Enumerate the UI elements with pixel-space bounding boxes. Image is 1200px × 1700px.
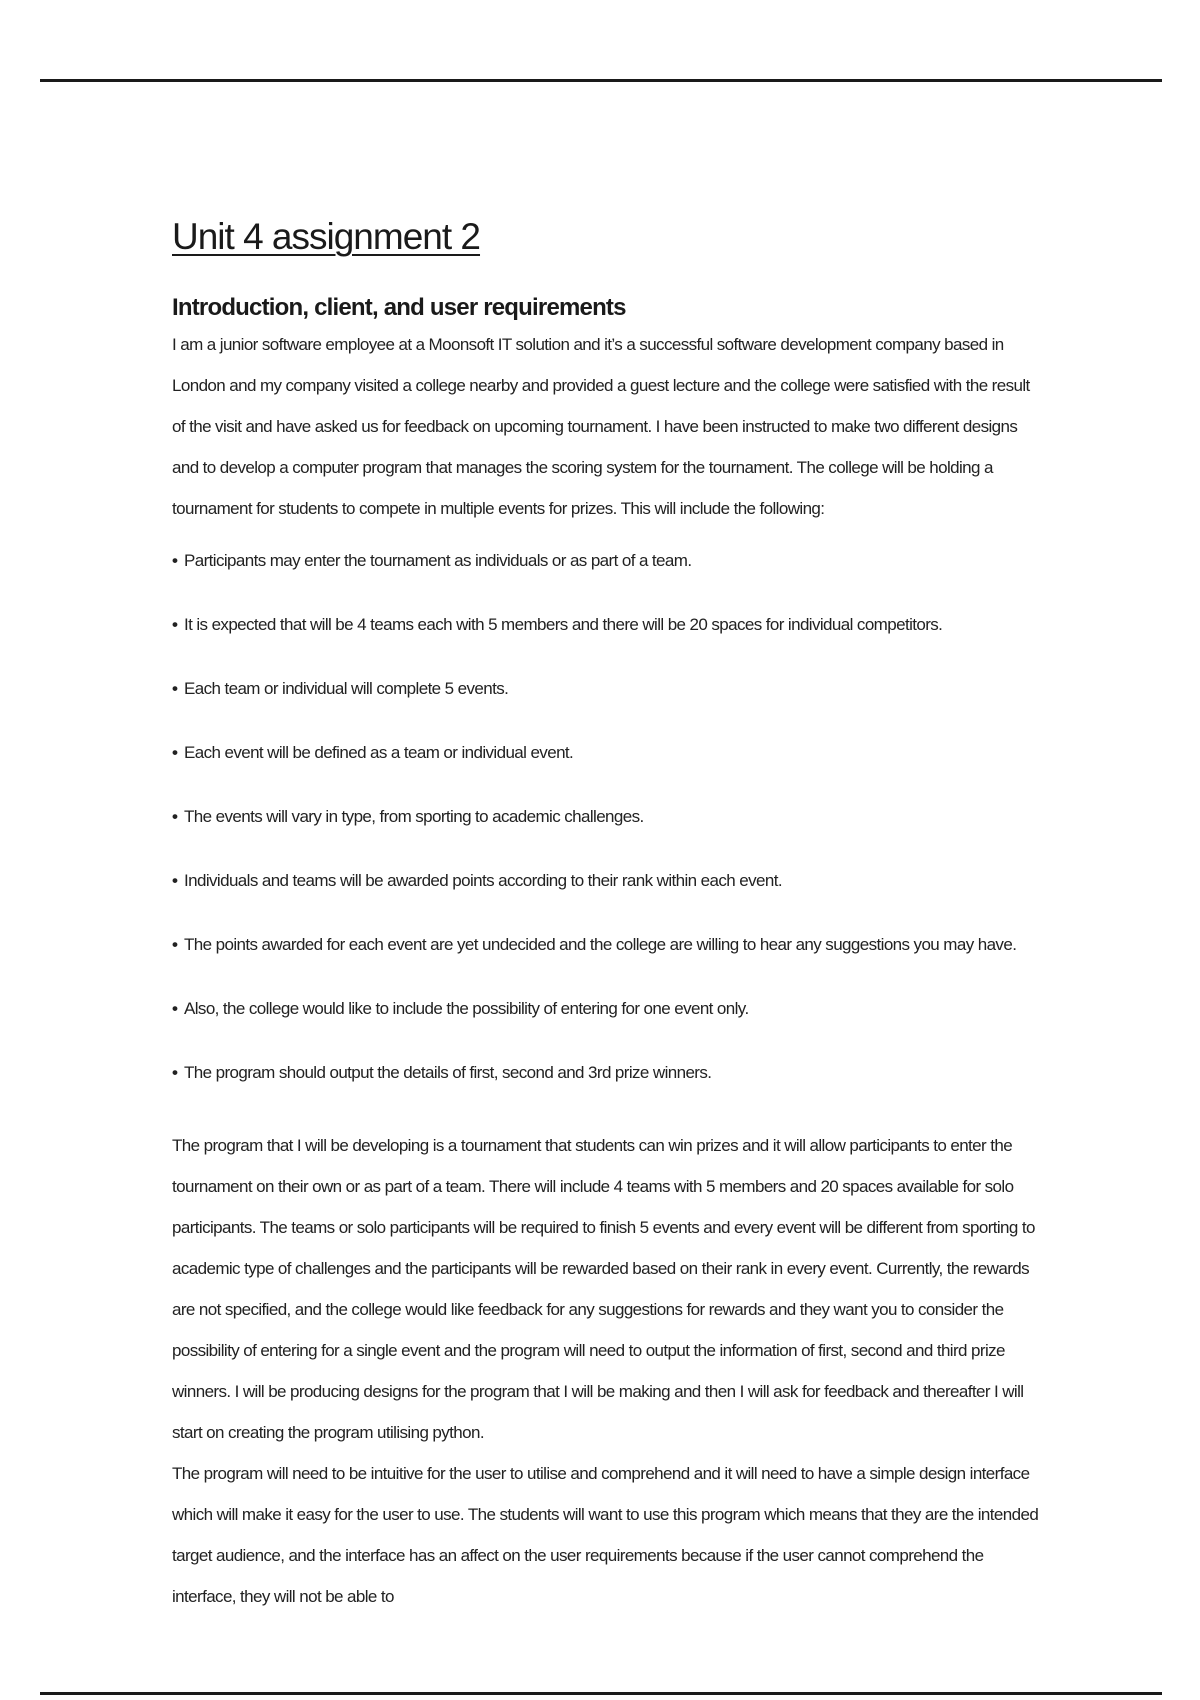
usability-paragraph: The program will need to be intuitive for the user to utilise and comprehend and it will need to have a simple design interface which will make it easy for the user to use. The students will want to use this program which means that they are the intended target audience, and the interface has an affect on the user requirements because if the user cannot comprehend the interface, they will not be able to — [172, 1464, 1039, 1606]
bullet-icon: • — [172, 743, 178, 762]
section-heading: Introduction, client, and user requirements — [172, 294, 626, 321]
program-paragraph: The program that I will be developing is a tournament that students can win prizes and it will allow participants to enter the tournament on their own or as part of a team. There will include 4 teams with 5 members and 20 spaces available for solo participants. The teams or solo participants will be required to finish 5 events and every event will be different from sporting to academic type of challenges and the participants will be rewarded based on their rank in every event. Currently, the rewards are not specified, and the college would like feedback for any suggestions for rewards and they want you to consider the possibility of entering for a single event and the program will need to output the information of first, second and third prize winners. I will be producing designs for the program that I will be making and then I will ask for feedback and thereafter I will start on creating the program utilising python. — [172, 1136, 1035, 1442]
list-item: • Participants may enter the tournament as individuals or as part of a team. — [172, 549, 1042, 613]
list-item: • Individuals and teams will be awarded points according to their rank within each event. — [172, 869, 1042, 933]
intro-paragraph: I am a junior software employee at a Moonsoft IT solution and it’s a successful software development company based in London and my company visited a college nearby and provided a guest lecture and the college were satisfied with the result of the visit and have asked us for feedback on upcoming tournament. I have been instructed to make two different designs and to develop a computer program that manages the scoring system for the tournament. The college will be holding a tournament for students to compete in multiple events for prizes. This will include the following: — [172, 335, 1030, 518]
bullet-icon: • — [172, 807, 178, 826]
bullet-icon: • — [172, 999, 178, 1018]
list-item: • Also, the college would like to include the possibility of entering for one event only. — [172, 997, 1042, 1061]
top-divider — [40, 79, 1162, 82]
list-item: • The program should output the details of first, second and 3rd prize winners. — [172, 1061, 1042, 1125]
document-body — [172, 212, 1042, 1617]
requirements-list — [172, 549, 1042, 1125]
list-item: • The events will vary in type, from sporting to academic challenges. — [172, 805, 1042, 869]
bottom-divider — [40, 1692, 1162, 1695]
bullet-icon: • — [172, 551, 178, 570]
list-item: • Each team or individual will complete 5 events. — [172, 677, 1042, 741]
bullet-icon: • — [172, 871, 178, 890]
bullet-icon: • — [172, 1063, 178, 1082]
document-title: Unit 4 assignment 2 — [172, 216, 481, 257]
list-item: • It is expected that will be 4 teams each with 5 members and there will be 20 spaces for individual competitors. — [172, 613, 1042, 677]
bullet-icon: • — [172, 679, 178, 698]
list-item: • The points awarded for each event are yet undecided and the college are willing to hear any suggestions you may have. — [172, 933, 1042, 997]
bullet-icon: • — [172, 615, 178, 634]
bullet-icon: • — [172, 935, 178, 954]
list-item: • Each event will be defined as a team or individual event. — [172, 741, 1042, 805]
